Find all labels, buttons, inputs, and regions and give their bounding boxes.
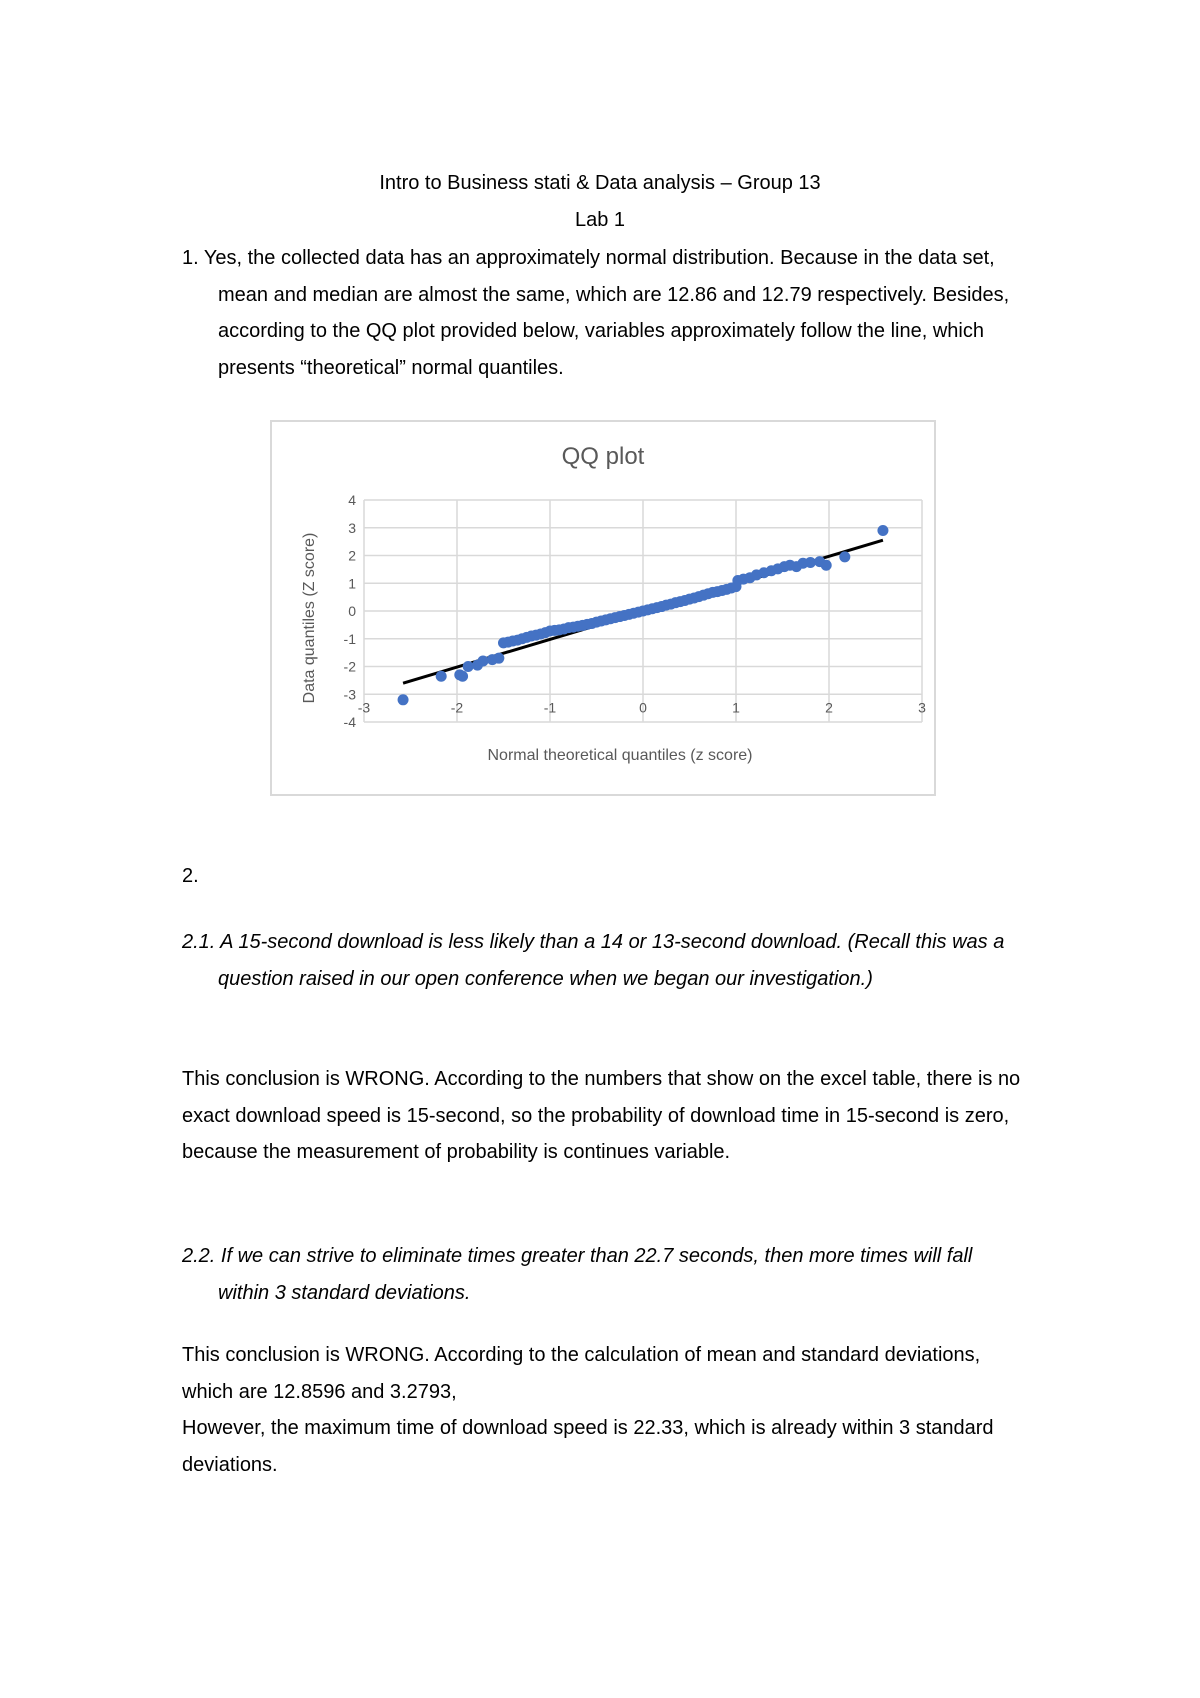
x-tick-label: 1 bbox=[732, 699, 740, 716]
data-point bbox=[436, 671, 447, 682]
qq-plot-chart bbox=[270, 420, 936, 796]
y-tick-label: -4 bbox=[343, 714, 356, 730]
document-title: Intro to Business stati & Data analysis – Group 13 bbox=[379, 172, 821, 194]
data-point bbox=[805, 557, 816, 568]
answer-2-2-line2: However, the maximum time of download speed is 22.33, which is already within 3 standard deviations. bbox=[182, 1417, 994, 1476]
y-tick-label: 1 bbox=[348, 575, 356, 592]
data-point bbox=[877, 525, 888, 536]
x-tick-label: 0 bbox=[639, 699, 647, 716]
answer-2-2-line1: This conclusion is WRONG. According to the calculation of mean and standard deviations, which are 12.8596 and 3.2793, bbox=[182, 1344, 981, 1403]
answer-2-1: This conclusion is WRONG. According to the numbers that show on the excel table, there is no exact download speed is 15-second, so the probability of download time in 15-second is zero, because the measurement of probability is continues variable. bbox=[182, 1068, 1021, 1163]
y-tick-label: 3 bbox=[348, 519, 356, 536]
chart-title: QQ plot bbox=[561, 443, 645, 470]
statement-2-2: 2.2. If we can strive to eliminate times greater than 22.7 seconds, then more times will fall within 3 standard deviations. bbox=[182, 1245, 973, 1304]
document-subtitle: Lab 1 bbox=[574, 209, 626, 231]
y-tick-label: 2 bbox=[348, 547, 356, 564]
y-tick-label: 4 bbox=[348, 492, 356, 508]
y-tick-label: -3 bbox=[343, 686, 356, 703]
statement-2-1: 2.1. A 15-second download is less likely than a 14 or 13-second download. (Recall this was a question raised in our open conference when we began our investigation.) bbox=[182, 931, 1005, 990]
x-tick-label: -3 bbox=[357, 699, 371, 716]
y-tick-label: 0 bbox=[348, 603, 356, 619]
data-point bbox=[398, 694, 409, 705]
x-axis-label: Normal theoretical quantiles (z score) bbox=[487, 747, 753, 764]
x-tick-label: 3 bbox=[918, 699, 926, 716]
data-point bbox=[463, 661, 474, 672]
data-point bbox=[478, 655, 489, 666]
x-tick-label: -1 bbox=[543, 699, 557, 716]
y-tick-label: -2 bbox=[343, 658, 356, 675]
qq-plot-svg bbox=[272, 422, 934, 794]
data-point bbox=[839, 551, 850, 562]
x-tick-label: -2 bbox=[450, 699, 464, 716]
answer-1: 1. Yes, the collected data has an approximately normal distribution. Because in the data set, mean and median are almost the same, which are 12.86 and 12.79 respectively. Besides, according to the QQ plot provided below, variables approximately follow the line, which presents “theoretical” normal quantiles. bbox=[182, 247, 1010, 379]
data-point bbox=[821, 560, 832, 571]
x-tick-label: 2 bbox=[825, 699, 833, 716]
y-tick-label: -1 bbox=[343, 630, 356, 647]
data-point bbox=[457, 671, 468, 682]
y-axis-label: Data quantiles (Z score) bbox=[301, 532, 318, 704]
data-point bbox=[493, 653, 504, 664]
answer-2-heading: 2. bbox=[182, 865, 199, 887]
